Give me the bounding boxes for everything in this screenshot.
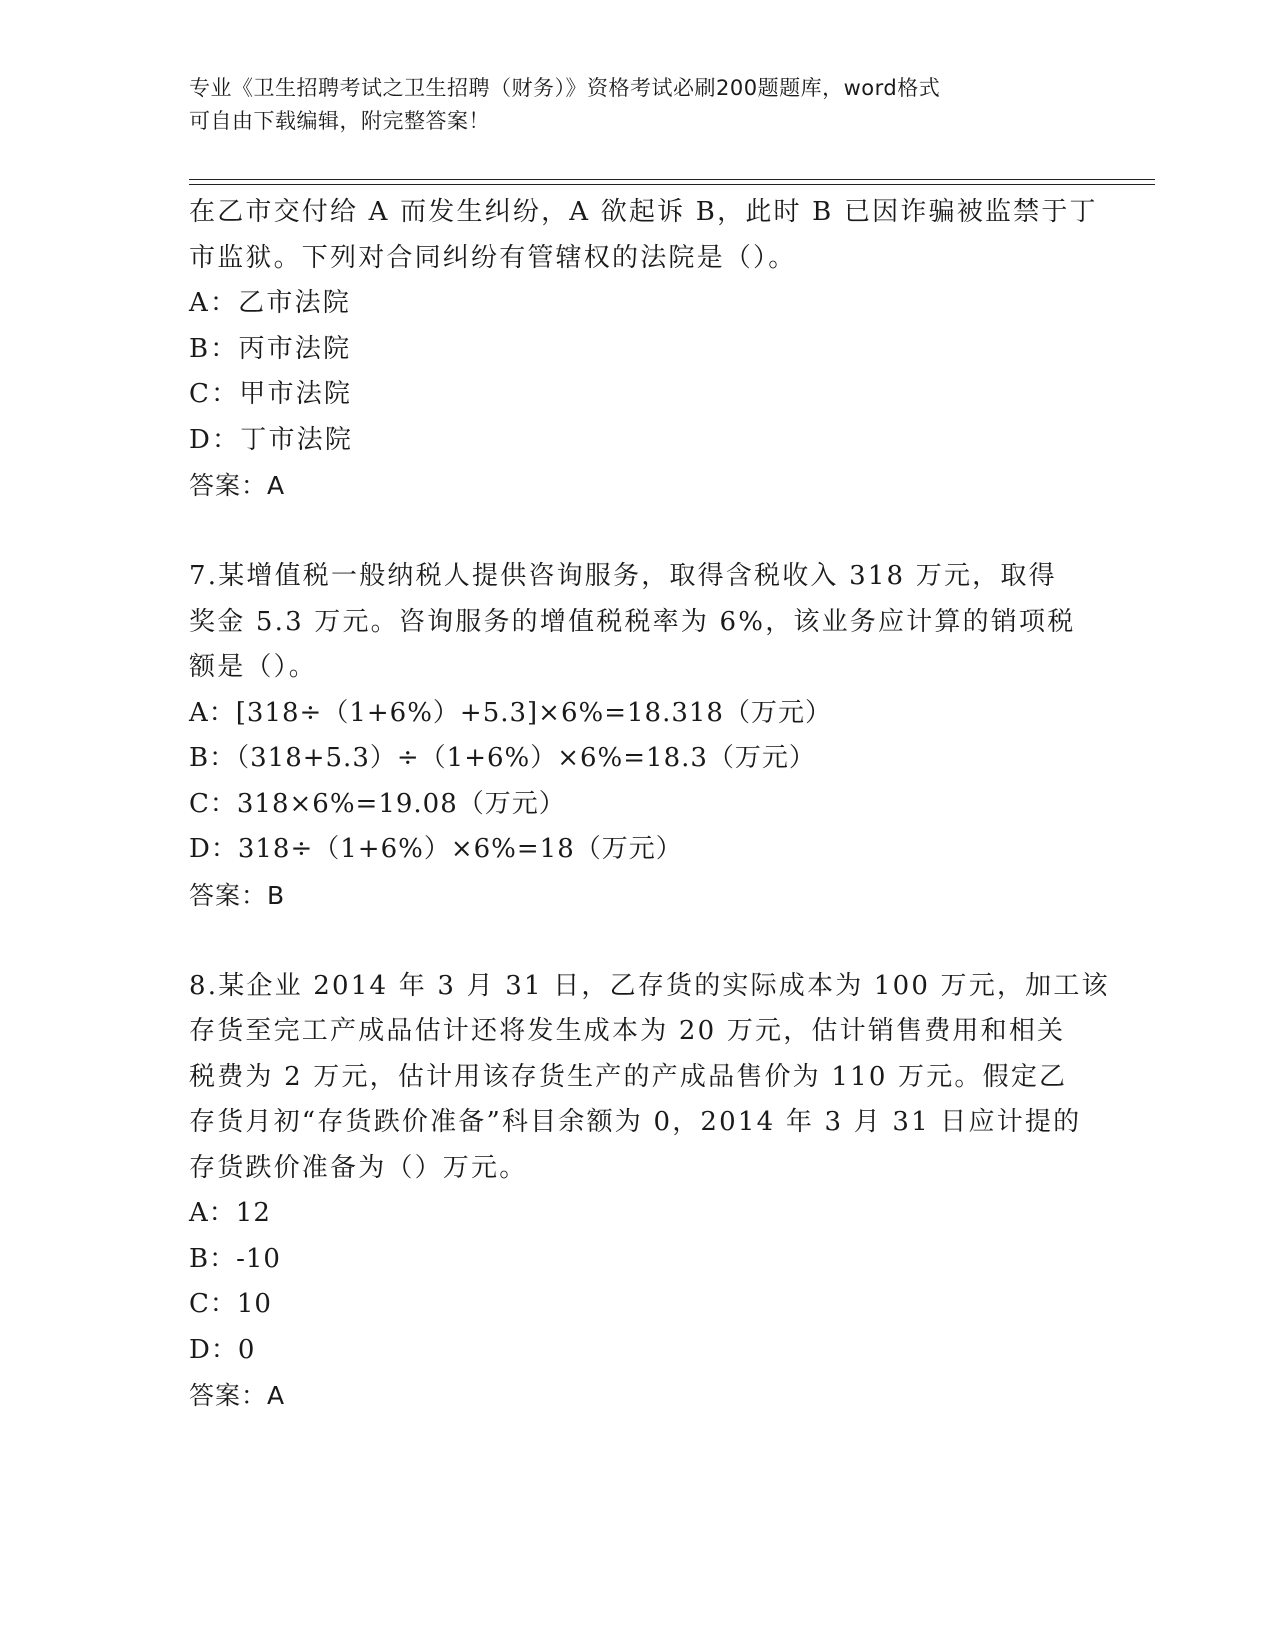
document-body — [189, 190, 1110, 1419]
header-rule-bottom — [189, 184, 1155, 185]
question-stem-line: 8.某企业 2014 年 3 月 31 日，乙存货的实际成本为 100 万元，加工该 — [189, 970, 1110, 1001]
answer-label: 答案：A — [189, 1381, 286, 1410]
header-line-1: 专业《卫生招聘考试之卫生招聘（财务）》资格考试必刷200题题库，word格式 — [189, 76, 941, 100]
question-stem-line: 在乙市交付给 A 而发生纠纷，A 欲起诉 B，此时 B 已因诈骗被监禁于丁 — [189, 197, 1098, 227]
question-stem-line: 奖金 5.3 万元。咨询服务的增值税税率为 6%，该业务应计算的销项税 — [189, 606, 1076, 637]
document-header — [189, 72, 1069, 138]
option-b: B：丙市法院 — [189, 333, 352, 364]
option-d: D：318÷（1+6%）×6%=18（万元） — [189, 834, 683, 864]
option-d: D：丁市法院 — [189, 424, 354, 455]
option-c: C：318×6%=19.08（万元） — [189, 788, 566, 819]
option-a: A：[318÷（1+6%）+5.3]×6%=18.318（万元） — [189, 697, 832, 728]
answer-label: 答案：B — [189, 880, 286, 910]
option-a: A：乙市法院 — [189, 288, 351, 318]
question-7 — [189, 554, 1089, 918]
option-c: C：10 — [189, 1289, 272, 1319]
question-stem-line: 7.某增值税一般纳税人提供咨询服务，取得含税收入 318 万元，取得 — [189, 561, 1057, 591]
answer-label: 答案：A — [189, 471, 286, 500]
question-stem-line: 税费为 2 万元，估计用该存货生产的产成品售价为 110 万元。假定乙 — [189, 1061, 1068, 1092]
option-b: B：（318+5.3）÷（1+6%）×6%=18.3（万元） — [189, 743, 816, 773]
option-c: C：甲市法院 — [189, 379, 353, 409]
question-stem-line: 存货至完工产成品估计还将发生成本为 20 万元，估计销售费用和相关 — [189, 1016, 1066, 1046]
option-d: D：0 — [189, 1334, 256, 1365]
question-stem-line: 额是（）。 — [189, 652, 318, 682]
header-rule-top — [189, 179, 1155, 180]
option-a: A：12 — [189, 1198, 271, 1228]
question-stem-line: 市监狱。下列对合同纠纷有管辖权的法院是（）。 — [189, 242, 797, 273]
question-stem-line: 存货月初“存货跌价准备”科目余额为 0，2014 年 3 月 31 日应计提的 — [189, 1107, 1082, 1137]
header-line-2: 可自由下载编辑，附完整答案！ — [189, 109, 490, 133]
question-8 — [189, 964, 1110, 1419]
question-stem-line: 存货跌价准备为（）万元。 — [189, 1152, 528, 1183]
question-6 — [189, 190, 1098, 509]
spacer — [189, 918, 1089, 964]
spacer — [189, 509, 1089, 555]
option-b: B：-10 — [189, 1243, 281, 1274]
